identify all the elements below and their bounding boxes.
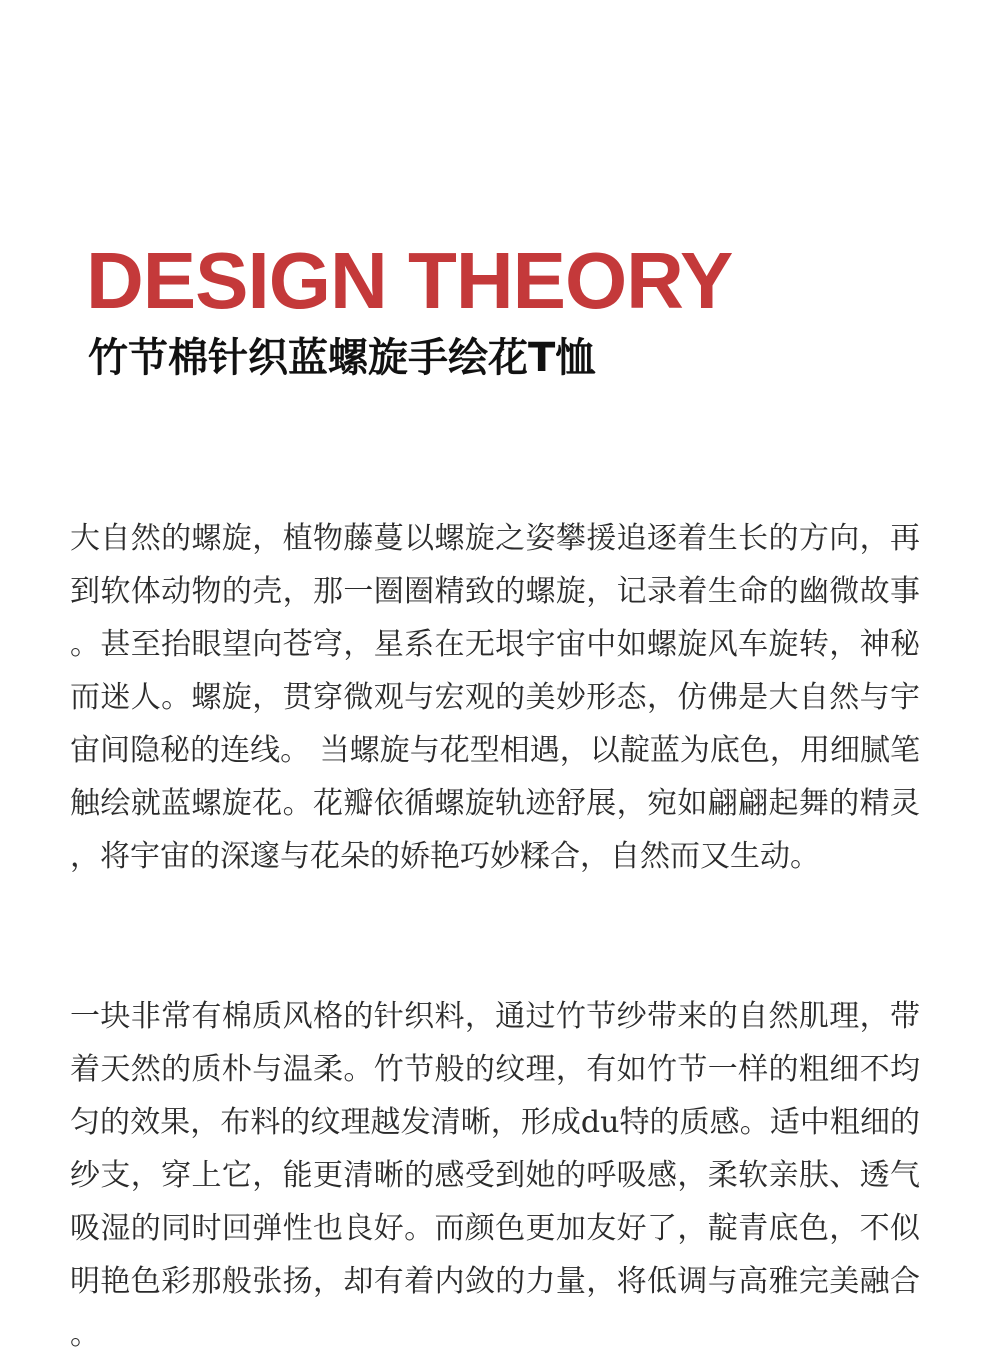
body-paragraph-2: 一块非常有棉质风格的针织料，通过竹节纱带来的自然肌理，带着天然的质朴与温柔。竹节般的纹理，有如竹节一样的粗细不均匀的效果，布料的纹理越发清晰，形成du特的质感。适中粗细的纱支，穿上它，能更清晰的感受到她的呼吸感，柔软亲肤、透气吸湿的同时回弹性也良好。而颜色更加友好了，靛青底色，不似明艳色彩那般张扬，却有着内敛的力量，将低调与高雅完美融合。 <box>70 999 920 1352</box>
body-paragraph-1: 大自然的螺旋，植物藤蔓以螺旋之姿攀援追逐着生长的方向，再到软体动物的壳，那一圈圈精致的螺旋，记录着生命的幽微故事。甚至抬眼望向苍穹，星系在无垠宇宙中如螺旋风车旋转，神秘而迷人。螺旋，贯穿微观与宏观的美妙形态，仿佛是大自然与宇宙间隐秘的连线。 当螺旋与花型相遇，以靛蓝为底色，用细腻笔触绘就蓝螺旋花。花瓣依循螺旋轨迹舒展，宛如翩翩起舞的精灵，将宇宙的深邃与花朵的娇艳巧妙糅合，自然而又生动。 <box>70 521 920 874</box>
page-title-en: DESIGN THEORY <box>86 236 733 325</box>
page-title-zh: 竹节棉针织蓝螺旋手绘花T恤 <box>88 335 596 381</box>
